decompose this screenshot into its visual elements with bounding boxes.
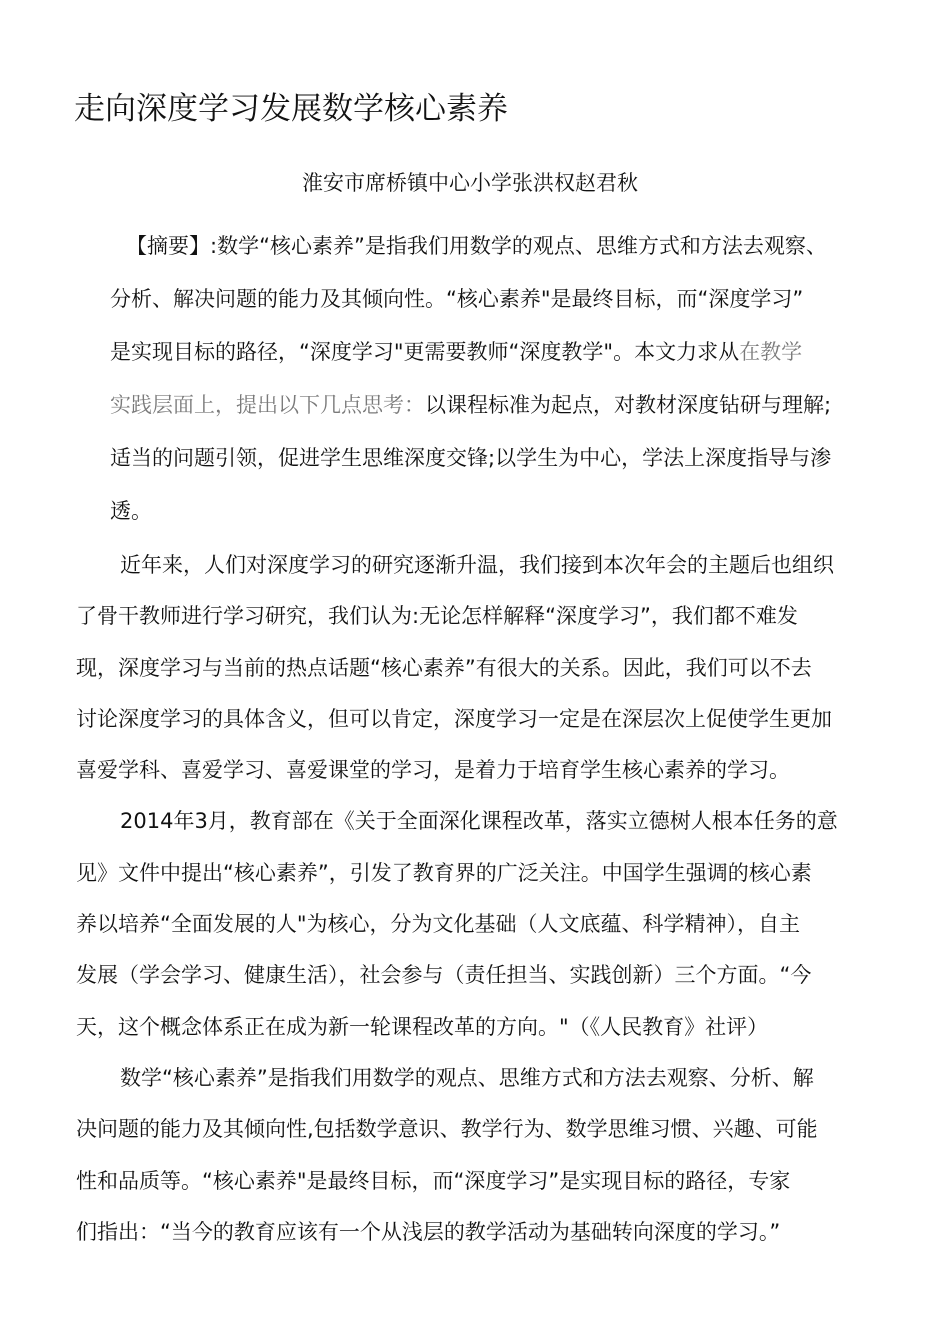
abstract-text: 是实现目标的路径，“深度学习"更需要教师“深度教学"。本文力求从 xyxy=(110,340,740,364)
abstract-line xyxy=(110,379,900,432)
paragraph-line: 们指出：“当今的教育应该有一个从浅层的教学活动为基础转向深度的学习。” xyxy=(76,1219,781,1244)
abstract-line: 透。 xyxy=(110,499,152,523)
paragraph-line: 近年来，人们对深度学习的研究逐渐升温，我们接到本次年会的主题后也组织 xyxy=(120,553,834,577)
abstract-gray-text: 在教学 xyxy=(739,340,803,364)
paragraph-line: 见》文件中提出“核心素养”，引发了教育界的广泛关注。中国学生强调的核心素 xyxy=(76,860,812,885)
paragraph-line: 2014年3月，教育部在《关于全面深化课程改革，落实立德树人根本任务的意 xyxy=(120,809,838,834)
paragraph-line: 讨论深度学习的具体含义，但可以肯定，深度学习一定是在深层次上促使学生更加 xyxy=(76,706,832,731)
paragraph-line: 发展（学会学习、健康生活），社会参与（责任担当、实践创新）三个方面。“今 xyxy=(76,963,812,988)
author-line: 淮安市席桥镇中心小学张洪权赵君秋 xyxy=(302,171,638,195)
paragraph-line: 数学“核心素养”是指我们用数学的观点、思维方式和方法去观察、分析、解 xyxy=(120,1065,814,1090)
abstract-block xyxy=(110,220,900,538)
abstract-line: 适当的问题引领，促进学生思维深度交锋;以学生为中心，学法上深度指导与渗 xyxy=(110,446,832,470)
paragraph-line: 天，这个概念体系正在成为新一轮课程改革的方向。"（《人民教育》社评） xyxy=(76,1014,769,1039)
abstract-line: 【摘要】:数学“核心素养”是指我们用数学的观点、思维方式和方法去观察、 xyxy=(126,234,827,258)
abstract-gray-text: 实践层面上，提出以下几点思考： xyxy=(110,393,425,417)
paragraph-line: 现，深度学习与当前的热点话题“核心素养”有很大的关系。因此，我们可以不去 xyxy=(76,655,812,680)
paragraph-line: 性和品质等。“核心素养"是最终目标，而“深度学习”是实现目标的路径，专家 xyxy=(76,1168,791,1193)
abstract-text: 以课程标准为起点，对教材深度钻研与理解; xyxy=(425,393,832,417)
document-title: 走向深度学习发展数学核心素养 xyxy=(74,91,508,127)
abstract-line: 分析、解决问题的能力及其倾向性。“核心素养"是最终目标，而“深度学习” xyxy=(110,287,804,311)
paragraph-line: 了骨干教师进行学习研究，我们认为:无论怎样解释“深度学习”，我们都不难发 xyxy=(76,604,798,629)
body-text xyxy=(76,540,896,1258)
paragraph-line: 喜爱学科、喜爱学习、喜爱课堂的学习，是着力于培育学生核心素养的学习。 xyxy=(76,758,790,783)
paragraph-line: 养以培养“全面发展的人"为核心，分为文化基础（人文底蕴、科学精神），自主 xyxy=(76,912,801,937)
paragraph-line: 决问题的能力及其倾向性,包括数学意识、教学行为、数学思维习惯、兴趣、可能 xyxy=(76,1117,818,1142)
abstract-line xyxy=(110,326,900,379)
